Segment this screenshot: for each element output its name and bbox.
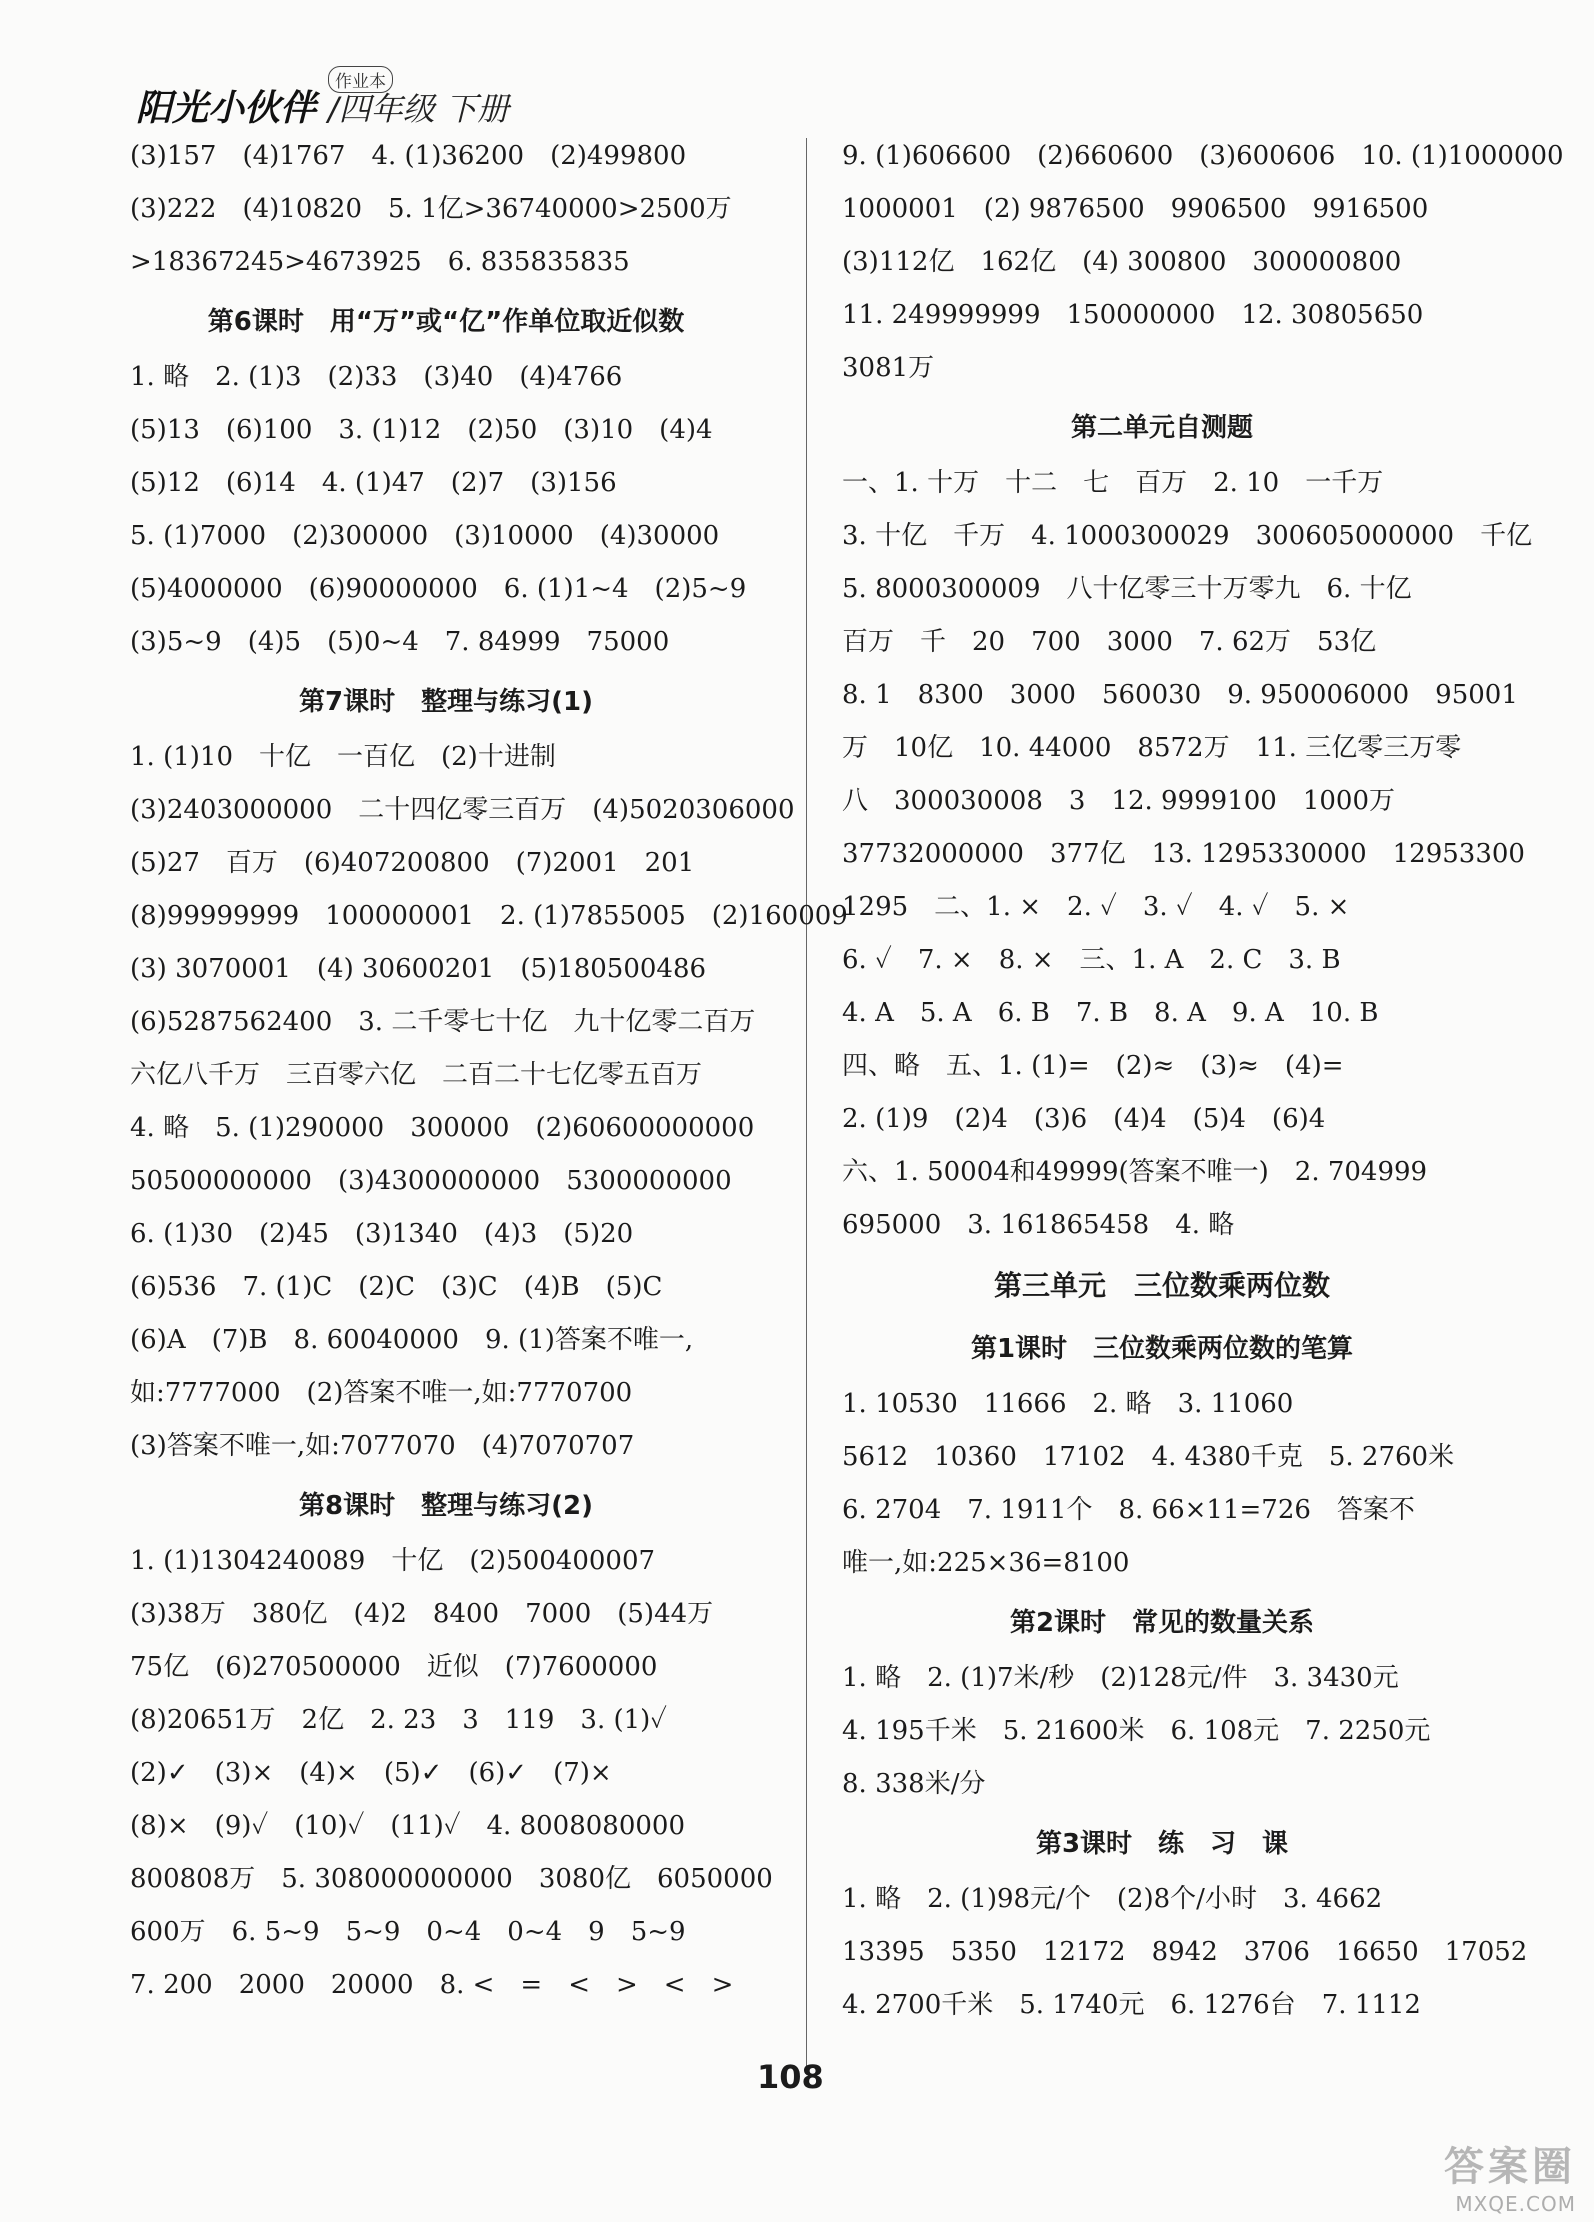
answer-line: (6)536 7. (1)C (2)C (3)C (4)B (5)C (130, 1272, 663, 1302)
answer-line: >18367245>4673925 6. 835835835 (130, 247, 630, 277)
answer-line: 1. (1)1304240089 十亿 (2)500400007 (130, 1546, 656, 1576)
answer-line: 9. (1)606600 (2)660600 (3)600606 10. (1)1000000 (842, 141, 1564, 171)
answer-line: 6. 2704 7. 1911个 8. 66×11=726 答案不 (842, 1495, 1415, 1525)
answer-line: 六亿八千万 三百零六亿 二百二十七亿零五百万 (130, 1060, 703, 1090)
lesson-heading: 第2课时 常见的数量关系 (1009, 1608, 1315, 1638)
answer-line: 六、1. 50004和49999(答案不唯一) 2. 704999 (842, 1157, 1428, 1187)
answer-line: (5)27 百万 (6)407200800 (7)2001 201 (130, 848, 695, 878)
answer-line: 5. (1)7000 (2)300000 (3)10000 (4)30000 (130, 521, 720, 551)
answer-line: 4. 略 5. (1)290000 300000 (2)60600000000 (130, 1113, 755, 1143)
answer-line: 4. 2700千米 5. 1740元 6. 1276台 7. 1112 (842, 1990, 1421, 2020)
answer-line: 8. 338米/分 (842, 1769, 986, 1799)
answer-line: 1000001 (2) 9876500 9906500 9916500 (842, 194, 1429, 224)
column-divider (806, 138, 807, 2074)
answer-line: (2)✓ (3)× (4)× (5)✓ (6)✓ (7)× (130, 1758, 612, 1788)
answer-line: 百万 千 20 700 3000 7. 62万 53亿 (842, 627, 1377, 657)
answer-line: 5612 10360 17102 4. 4380千克 5. 2760米 (842, 1442, 1455, 1472)
answer-line: 一、1. 十万 十二 七 百万 2. 10 一千万 (842, 468, 1384, 498)
answer-line: 万 10亿 10. 44000 8572万 11. 三亿零三万零 (842, 733, 1462, 763)
answer-line: 75亿 (6)270500000 近似 (7)7600000 (130, 1652, 658, 1682)
answer-line: 11. 249999999 150000000 12. 30805650 (842, 300, 1424, 330)
page-number: 108 (757, 2058, 824, 2096)
watermark-logo (1444, 2135, 1576, 2216)
lesson-heading: 第二单元自测题 (1070, 413, 1253, 443)
lesson-heading: 第6课时 用“万”或“亿”作单位取近似数 (207, 307, 685, 337)
right-column (842, 130, 1564, 2032)
answer-line: (6)5287562400 3. 二千零七十亿 九十亿零二百万 (130, 1007, 756, 1037)
answer-line: (3)157 (4)1767 4. (1)36200 (2)499800 (130, 141, 687, 171)
answer-line: 八 300030008 3 12. 9999100 1000万 (842, 786, 1395, 816)
answer-line: 1. 略 2. (1)3 (2)33 (3)40 (4)4766 (130, 362, 623, 392)
lesson-heading: 第3课时 练 习 课 (1035, 1829, 1289, 1859)
answer-line: 8. 1 8300 3000 560030 9. 950006000 95001 (842, 680, 1518, 710)
answer-line: 四、略 五、1. (1)= (2)≈ (3)≈ (4)= (842, 1051, 1344, 1081)
answer-line: 695000 3. 161865458 4. 略 (842, 1210, 1235, 1240)
answer-line: 13395 5350 12172 8942 3706 16650 17052 (842, 1937, 1528, 1967)
answer-line: 5. 8000300009 八十亿零三十万零九 6. 十亿 (842, 574, 1412, 604)
answer-line: (3)222 (4)10820 5. 1亿>36740000>2500万 (130, 194, 732, 224)
answer-line: 600万 6. 5~9 5~9 0~4 0~4 9 5~9 (130, 1917, 686, 1947)
answer-line: 1. 略 2. (1)98元/个 (2)8个/小时 3. 4662 (842, 1884, 1383, 1914)
answer-line: (3)2403000000 二十四亿零三百万 (4)5020306000 (130, 795, 795, 825)
answer-line: 1. (1)10 十亿 一百亿 (2)十进制 (130, 742, 556, 772)
answer-line: (6)A (7)B 8. 60040000 9. (1)答案不唯一, (130, 1325, 694, 1355)
answer-line: 唯一,如:225×36=8100 (842, 1548, 1130, 1578)
answer-line: 50500000000 (3)4300000000 5300000000 (130, 1166, 732, 1196)
lesson-heading: 第7课时 整理与练习(1) (299, 687, 593, 717)
answer-line: (5)12 (6)14 4. (1)47 (2)7 (3)156 (130, 468, 617, 498)
brand-logo: 阳光小伙伴 (136, 88, 317, 129)
answer-line: (3)112亿 162亿 (4) 300800 300000800 (842, 247, 1402, 277)
answer-line: 1. 略 2. (1)7米/秒 (2)128元/件 3. 3430元 (842, 1663, 1399, 1693)
answer-line: 1295 二、1. × 2. ✓ 3. ✓ 4. ✓ 5. × (842, 892, 1350, 922)
answer-line: 6. ✓ 7. × 8. × 三、1. A 2. C 3. B (842, 945, 1341, 975)
lesson-heading: 第1课时 三位数乘两位数的笔算 (970, 1334, 1354, 1364)
answer-line: (8)× (9)✓ (10)✓ (11)✓ 4. 8008080000 (130, 1811, 685, 1841)
answer-line: 3. 十亿 千万 4. 1000300029 300605000000 千亿 (842, 521, 1533, 551)
left-column (130, 130, 848, 2012)
answer-line: 如:7777000 (2)答案不唯一,如:7770700 (130, 1378, 633, 1408)
answer-line: 6. (1)30 (2)45 (3)1340 (4)3 (5)20 (130, 1219, 634, 1249)
answer-line: 1. 10530 11666 2. 略 3. 11060 (842, 1389, 1294, 1419)
answer-line: (8)99999999 100000001 2. (1)7855005 (2)160009 (130, 901, 848, 931)
answer-line: (8)20651万 2亿 2. 23 3 119 3. (1)✓ (130, 1705, 668, 1735)
grade-label: /四年级 下册 (328, 90, 509, 128)
answer-line: (5)4000000 (6)90000000 6. (1)1~4 (2)5~9 (130, 574, 747, 604)
answer-line: (3)5~9 (4)5 (5)0~4 7. 84999 75000 (130, 627, 670, 657)
answer-line: (3)38万 380亿 (4)2 8400 7000 (5)44万 (130, 1599, 714, 1629)
lesson-heading: 第8课时 整理与练习(2) (299, 1491, 593, 1521)
answer-line: 4. 195千米 5. 21600米 6. 108元 7. 2250元 (842, 1716, 1431, 1746)
answer-line: 2. (1)9 (2)4 (3)6 (4)4 (5)4 (6)4 (842, 1104, 1326, 1134)
watermark-url: MXQE.COM (1455, 2192, 1576, 2216)
answer-line: 800808万 5. 308000000000 3080亿 6050000 (130, 1864, 773, 1894)
answer-line: (3)答案不唯一,如:7077070 (4)7070707 (130, 1431, 635, 1461)
answer-line: 37732000000 377亿 13. 1295330000 12953300 (842, 839, 1525, 869)
watermark-text: 答案圈 (1444, 2144, 1576, 2190)
unit-heading: 第三单元 三位数乘两位数 (993, 1269, 1330, 1302)
answer-line: 3081万 (842, 353, 935, 383)
answer-line: 7. 200 2000 20000 8. < = < > < > (130, 1970, 734, 2000)
answer-line: (5)13 (6)100 3. (1)12 (2)50 (3)10 (4)4 (130, 415, 713, 445)
answer-line: (3) 3070001 (4) 30600201 (5)180500486 (130, 954, 707, 984)
answer-line: 4. A 5. A 6. B 7. B 8. A 9. A 10. B (842, 998, 1379, 1028)
brand-tag: 作业本 (328, 66, 393, 93)
